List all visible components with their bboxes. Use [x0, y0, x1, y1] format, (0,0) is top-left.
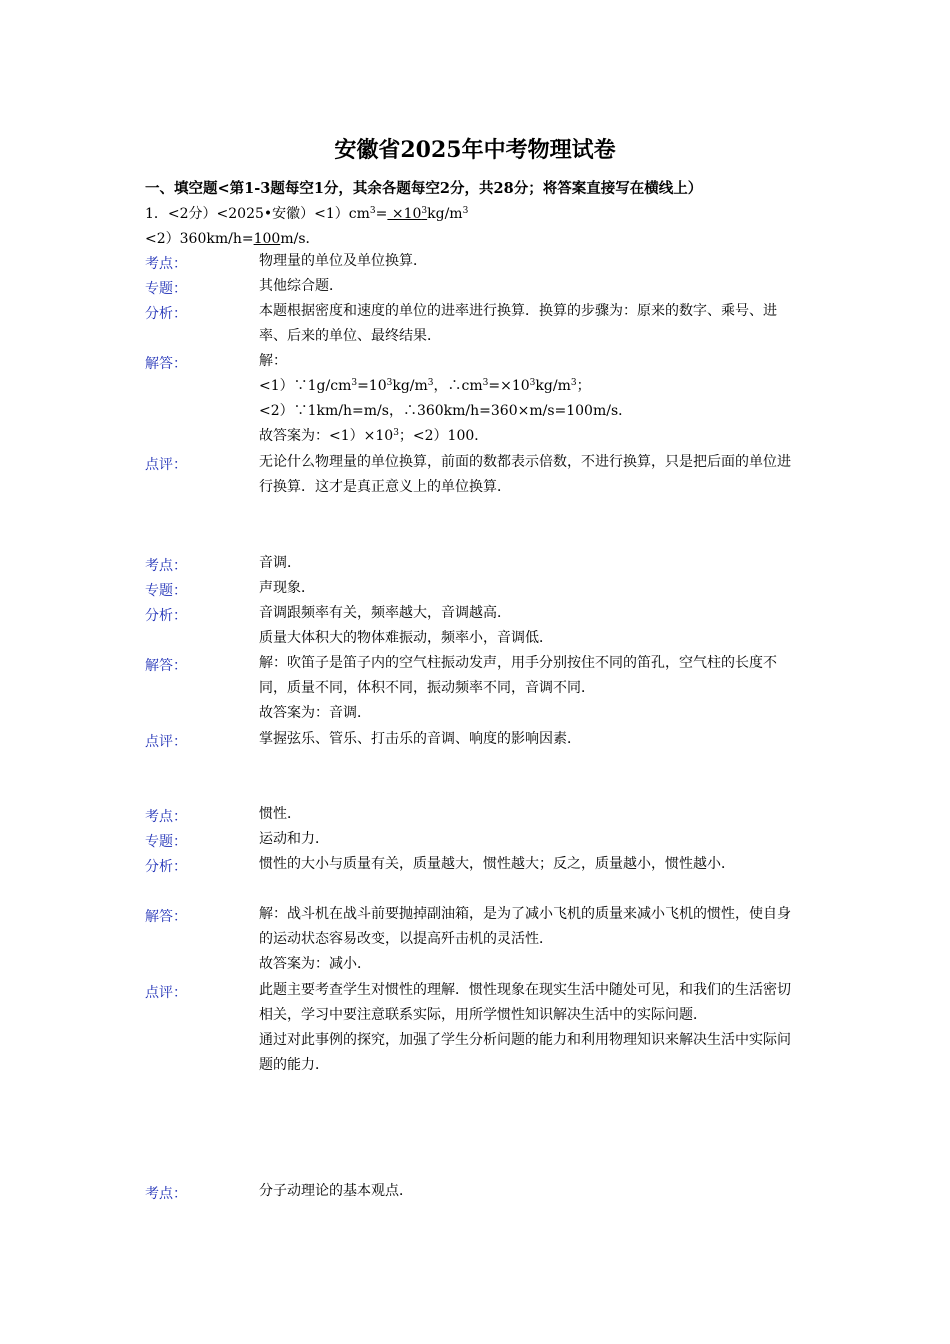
- label-jieda: 解答：: [145, 658, 187, 674]
- b1-fenxi: 本题根据密度和速度的单位的进率进行换算．换算的步骤为：原来的数字、乘号、进率、后来的单位、最终结果．: [259, 303, 777, 344]
- b2-dianping: 掌握弦乐、管乐、打击乐的音调、响度的影响因素．: [259, 731, 581, 747]
- label-dianping: 点评：: [145, 985, 187, 1001]
- section-heading: 一、填空题<第1-3题每空1分，其余各题每空2分，共28分；将答案直接写在横线上）: [145, 180, 703, 197]
- page-title: 安徽省2025年中考物理试卷: [334, 137, 616, 163]
- label-dianping: 点评：: [145, 734, 187, 750]
- b1-jieda-line-2: <2）∵1km/h=m/s，∴360km/h=360×m/s=100m/s．: [259, 403, 633, 419]
- b3-dianping: 此题主要考查学生对惯性的理解．惯性现象在现实生活中随处可见，和我们的生活密切相关，学习中要注意联系实际，用所学惯性知识解决生活中的实际问题． 通过对此事例的探究，加强了学生分析问题的能力和利用物理知识来解决生活中实际问题的能力．: [259, 982, 791, 1073]
- label-kaodian: 考点：: [145, 558, 187, 574]
- b3-jieda: 解：战斗机在战斗前要抛掉副油箱，是为了减小飞机的质量来减小飞机的惯性，使自身的运动状态容易改变，以提高歼击机的灵活性． 故答案为：减小．: [259, 906, 791, 972]
- label-kaodian: 考点：: [145, 256, 187, 272]
- b2-kaodian: 音调．: [259, 555, 301, 571]
- label-fenxi: 分析：: [145, 608, 187, 624]
- b2-zhuanti: 声现象．: [259, 580, 315, 596]
- b1-jieda-line-3: 故答案为：$<1)\times 10^3$；<2）100．: [259, 428, 489, 444]
- b1-zhuanti: 其他综合题．: [259, 278, 343, 294]
- label-fenxi: 分析：: [145, 859, 187, 875]
- b3-fenxi: 惯性的大小与质量有关，质量越大，惯性越大；反之，质量越小，惯性越小．: [259, 856, 735, 872]
- b3-zhuanti: 运动和力．: [259, 831, 329, 847]
- label-jieda: 解答：: [145, 356, 187, 372]
- label-dianping: 点评：: [145, 457, 187, 473]
- b2-fenxi: 音调跟频率有关，频率越大，音调越高． 质量大体积大的物体难振动，频率小，音调低．: [259, 605, 553, 646]
- b1-dianping: 无论什么物理量的单位换算，前面的数都表示倍数，不进行换算，只是把后面的单位进行换算．这才是真正意义上的单位换算．: [259, 454, 791, 495]
- b1-kaodian: 物理量的单位及单位换算．: [259, 253, 427, 269]
- answer-blank-1: $\times 10^3$: [387, 206, 428, 222]
- label-zhuanti: 专题：: [145, 281, 187, 297]
- question-1-line-2: <2）360km/h=100m/s．: [145, 231, 320, 247]
- b2-jieda: 解：吹笛子是笛子内的空气柱振动发声，用手分别按住不同的笛孔，空气柱的长度不同，质量不同，体积不同，振动频率不同，音调不同． 故答案为：音调．: [259, 655, 777, 721]
- label-jieda: 解答：: [145, 909, 187, 925]
- b1-jieda: 解： $<1)\because 1g/cm^3=10^3kg/m^3$，$\therefore cm^3=\times 10^3kg/m^3$； <2）∵1km/h=m/s，∴360km/h=360×m/s=100m/s． 故答案为：$<1)\times 10^3$；<2）100．: [259, 349, 799, 449]
- answer-blank-2: 100: [253, 231, 281, 247]
- question-1-line-1: 1．<2分）<2025•安徽）$<1)cm^3= \times 10^3kg/m^3$: [145, 206, 469, 222]
- label-kaodian: 考点：: [145, 809, 187, 825]
- label-zhuanti: 专题：: [145, 834, 187, 850]
- label-fenxi: 分析：: [145, 306, 187, 322]
- b3-kaodian: 惯性．: [259, 806, 301, 822]
- label-kaodian: 考点：: [145, 1186, 187, 1202]
- b1-jieda-line-1: $<1)\because 1g/cm^3=10^3kg/m^3$，$\therefore cm^3=\times 10^3kg/m^3$；: [259, 378, 591, 394]
- label-zhuanti: 专题：: [145, 583, 187, 599]
- b4-kaodian: 分子动理论的基本观点．: [259, 1183, 413, 1199]
